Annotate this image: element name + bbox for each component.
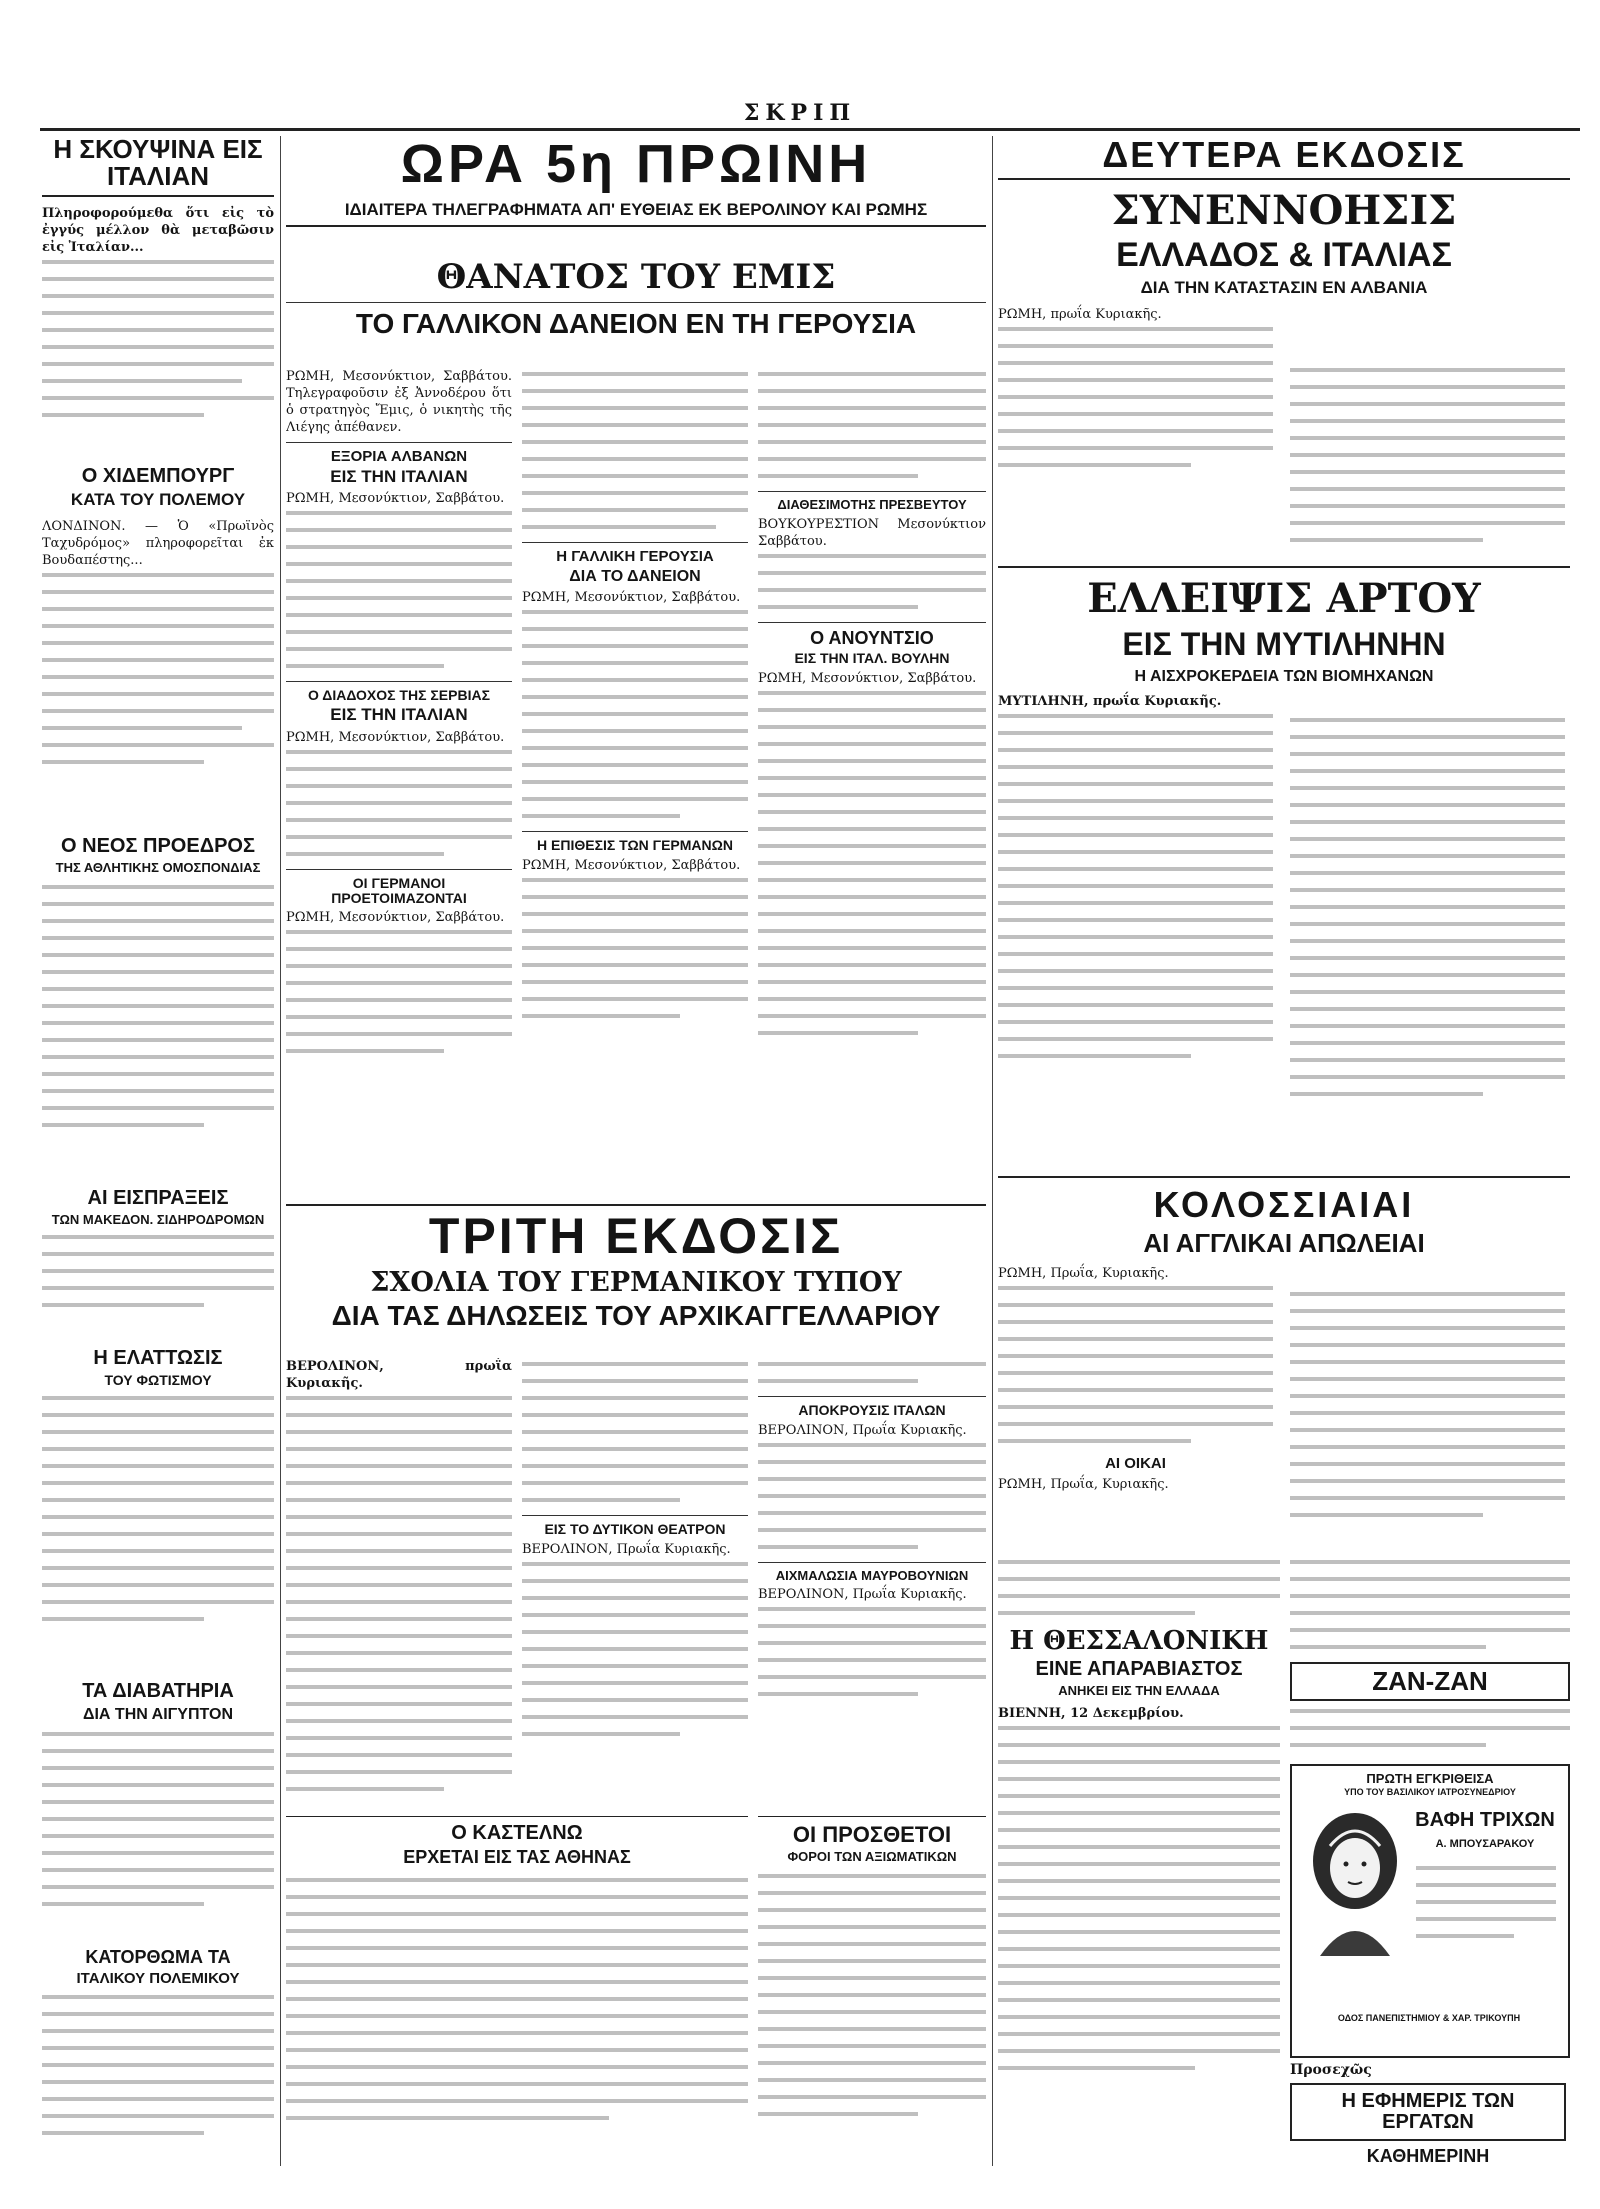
headline-epitheseis: Η ΕΠΙΘΕΣΙΣ ΤΩΝ ΓΕΡΜΑΝΩΝ	[537, 837, 733, 854]
article-synennohsis	[998, 136, 1570, 556]
article-gerousia-body	[522, 610, 748, 818]
ad-approval-body: ΥΠΟ ΤΟΥ ΒΑΣΙΛΙΚΟΥ ΙΑΤΡΟΣΥΝΕΔΡΙΟΥ	[1344, 1787, 1516, 1798]
article-katorthoma-body	[42, 1995, 274, 2135]
headline-apokrousis: ΑΠΟΚΡΟΥΣΙΣ ΙΤΑΛΩΝ	[798, 1402, 946, 1418]
article-aixmalosia-body	[758, 1607, 986, 1696]
article-synennohsis-body-a	[998, 327, 1273, 480]
headline-eispraxeis: ΑΙ ΕΙΣΠΡΑΞΕΙΣ	[87, 1188, 229, 1209]
middle-subcolumn-3b	[758, 1358, 986, 1808]
headline-deutera-ekdosis: ΔΕΥΤΕΡΑ ΕΚΔΟΣΙΣ	[998, 136, 1570, 180]
subheadline-xidempourg: ΚΑΤΑ ΤΟΥ ΠΟΛΕΜΟΥ	[70, 490, 246, 509]
headline-synennohsis: ΣΥΝΕΝΝΟΗΣΙΣ	[1111, 186, 1457, 234]
headline-prosthetoi: ΟΙ ΠΡΟΣΘΕΤΟΙ	[758, 1816, 986, 1846]
article-sxolia-cont	[522, 1358, 748, 1808]
article-diathesimotis-dateline: ΒΟΥΚΟΥΡΕΣΤΙΟΝ Μεσονύκτιον Σαββάτου.	[758, 516, 986, 549]
subheadline-eforia-albanon: ΕΙΣ ΤΗΝ ΙΤΑΛΙΑΝ	[330, 466, 468, 486]
subheadline-diadoxos: ΕΙΣ ΤΗΝ ΙΤΑΛΙΑΝ	[330, 705, 468, 725]
subheadline-katorthoma: ΙΤΑΛΙΚΟΥ ΠΟΛΕΜΙΚΟΥ	[76, 1969, 240, 1987]
middle-subcolumn-1	[286, 368, 512, 1198]
article-sxolia-body	[286, 1396, 512, 1791]
headline-galliki-gerousia: Η ΓΑΛΛΙΚΗ ΓΕΡΟΥΣΙΑ	[556, 548, 714, 565]
subheadline-kolossiaiai: ΑΙ ΑΓΓΛΙΚΑΙ ΑΠΩΛΕΙΑΙ	[1143, 1227, 1425, 1258]
kicker-thessaloniki: ΑΝΗΚΕΙ ΕΙΣ ΤΗΝ ΕΛΛΑΔΑ	[1058, 1683, 1220, 1699]
headline-trith-ekdosis: ΤΡΙΤΗ ΕΚΔΟΣΙΣ	[286, 1204, 986, 1263]
article-synennohsis-body-b	[1290, 368, 1565, 555]
article-theatron-body	[522, 1562, 748, 1736]
banner-headline: ΩΡΑ 5η ΠΡΩΙΝΗ	[400, 136, 872, 194]
article-skoupsina-body	[42, 260, 274, 417]
article-oikai-dateline: ΡΩΜΗ, Πρωΐα, Κυριακῆς.	[998, 1476, 1169, 1492]
left-column	[42, 136, 274, 2166]
article-eforia-body	[286, 511, 512, 668]
headline-zan-zan: ΖΑΝ-ΖΑΝ	[1290, 1662, 1570, 1701]
article-elleipsis-dateline: ΜΥΤΙΛΗΝΗ, πρωΐα Κυριακῆς.	[998, 694, 1222, 710]
announcement-daily: ΚΑΘΗΜΕΡΙΝΗ	[1366, 2146, 1490, 2162]
announcement-coming-soon: Προσεχῶς	[1290, 2062, 1372, 2078]
subheadline-thessaloniki: ΕΙΝΕ ΑΠΑΡΑΒΙΑΣΤΟΣ	[1035, 1658, 1243, 1681]
article-kolossiaiai	[998, 1176, 1570, 1546]
article-apokrousis-dateline: ΒΕΡΟΛΙΝΟΝ, Πρωΐα Κυριακῆς.	[758, 1422, 967, 1438]
article-xidempourg-lead: ΛΟΝΔΙΝΟΝ. — Ὁ «Πρωϊνὸς Ταχυδρόμος» πληροφορεῖται ἐκ Βουδαπέστης...	[42, 518, 274, 568]
article-anountsio-dateline: ΡΩΜΗ, Μεσονύκτιον, Σαββάτου.	[758, 670, 977, 686]
ad-address: ΟΔΟΣ ΠΑΝΕΠΙΣΤΗΜΙΟΥ & ΧΑΡ. ΤΡΙΚΟΥΠΗ	[1337, 2013, 1521, 2023]
article-gerousia-dateline: ΡΩΜΗ, Μεσονύκτιον, Σαββάτου.	[522, 590, 741, 606]
main-headline-block	[286, 260, 986, 360]
masthead: ΣΚΡΙΠ	[743, 100, 857, 126]
headline-neos-proedros: Ο ΝΕΟΣ ΠΡΟΕΔΡΟΣ	[61, 836, 255, 857]
headline-diadoxos: Ο ΔΙΑΔΟΧΟΣ ΤΗΣ ΣΕΡΒΙΑΣ	[308, 687, 490, 704]
article-elleipsis-body-b	[1290, 718, 1565, 1109]
trith-ekdosis-block	[286, 1204, 986, 1354]
headline-sxolia: ΣΧΟΛΙΑ ΤΟΥ ΓΕΡΜΑΝΙΚΟΥ ΤΥΠΟΥ	[370, 1266, 902, 1298]
article-thessaloniki-pre	[998, 1560, 1280, 1615]
subheadline-kastelno: ΕΡΧΕΤΑΙ ΕΙΣ ΤΑΣ ΑΘΗΝΑΣ	[403, 1847, 631, 1867]
article-germanoi-dateline: ΡΩΜΗ, Μεσονύκτιον, Σαββάτου.	[286, 910, 505, 926]
headline-elattosis: Η ΕΛΑΤΤΩΣΙΣ	[93, 1348, 223, 1369]
subheadline-eispraxeis: ΤΩΝ ΜΑΚΕΔΟΝ. ΣΙΔΗΡΟΔΡΟΜΩΝ	[51, 1212, 265, 1227]
middle-subcolumn-3	[758, 368, 986, 1198]
article-kolossiaiai-body-b	[1290, 1292, 1565, 1530]
banner-block	[286, 136, 986, 254]
headline-kolossiaiai: ΚΟΛΟΣΣΙΑΙΑΙ	[998, 1176, 1570, 1224]
woman-portrait-icon	[1300, 1806, 1410, 1956]
article-epitheseis-body	[522, 878, 748, 1018]
headline-kastelno: Ο ΚΑΣΤΕΛΝΩ	[286, 1816, 748, 1844]
article-daneion-body	[522, 372, 748, 529]
middle-subcolumn-2	[522, 368, 748, 1198]
ad-description	[1416, 1866, 1556, 1951]
article-kastelno-body	[286, 1878, 748, 2120]
headline-elleipsis-artou: ΕΛΛΕΙΨΙΣ ΑΡΤΟΥ	[998, 566, 1570, 620]
article-xidempourg-body	[42, 573, 274, 764]
article-xidempourg	[42, 466, 274, 826]
headline-germanoi-proetoimazontai: ΟΙ ΓΕΡΜΑΝΟΙ ΠΡΟΕΤΟΙΜΑΖΟΝΤΑΙ	[331, 874, 467, 906]
headline-thessaloniki: Η ΘΕΣΣΑΛΟΝΙΚΗ	[1009, 1626, 1269, 1656]
article-katorthoma	[42, 1948, 274, 2163]
headline-galliko-daneio: ΤΟ ΓΑΛΛΙΚΟΝ ΔΑΝΕΙΟΝ ΕΝ ΤΗ ΓΕΡΟΥΣΙΑ	[355, 307, 917, 339]
article-elleipsis-body-a	[998, 714, 1273, 1058]
article-diadoxos-body	[286, 750, 512, 856]
article-eforia-dateline: ΡΩΜΗ, Μεσονύκτιον, Σαββάτου.	[286, 491, 505, 507]
article-sxolia	[286, 1358, 512, 1808]
article-thessaloniki-dateline: ΒΙΕΝΝΗ, 12 Δεκεμβρίου.	[998, 1705, 1184, 1721]
article-elattosis-body	[42, 1396, 274, 1621]
article-aixmalosia-dateline: ΒΕΡΟΛΙΝΟΝ, Πρωΐα Κυριακῆς.	[758, 1587, 967, 1603]
article-epitheseis-dateline: ΡΩΜΗ, Μεσονύκτιον, Σαββάτου.	[522, 858, 741, 874]
banner-subheadline: ΙΔΙΑΙΤΕΡΑ ΤΗΛΕΓΡΑΦΗΜΑΤΑ ΑΠ' ΕΥΘΕΙΑΣ ΕΚ ΒΕΡΟΛΙΝΟΥ ΚΑΙ ΡΩΜΗΣ	[286, 201, 986, 228]
top-rule	[40, 128, 1580, 131]
article-diavatiria	[42, 1681, 274, 1941]
subheadline-synennohsis: ΕΛΛΑΔΟΣ & ΙΤΑΛΙΑΣ	[1116, 235, 1452, 274]
column-divider-left	[280, 136, 281, 2166]
article-aion-body	[758, 372, 986, 478]
article-kastelno	[286, 1816, 748, 2166]
headline-xidempourg: Ο ΧΙΔΕΜΠΟΥΡΓ	[81, 466, 235, 487]
subheadline-elleipsis-artou: ΕΙΣ ΤΗΝ ΜΥΤΙΛΗΝΗΝ	[1122, 626, 1446, 662]
ad-maker-name: Α. ΜΠΟΥΣΑΡΑΚΟΥ	[1435, 1838, 1535, 1850]
article-diadoxos-dateline: ΡΩΜΗ, Μεσονύκτιον, Σαββάτου.	[286, 729, 505, 745]
article-apokrousis-body	[758, 1443, 986, 1549]
subheadline-diavatiria: ΔΙΑ ΤΗΝ ΑΙΓΥΠΤΟΝ	[82, 1706, 233, 1723]
article-elattosis	[42, 1348, 274, 1673]
article-kolossiaiai-body-a	[998, 1286, 1273, 1443]
subheadline-prosthetoi: ΦΟΡΟΙ ΤΩΝ ΑΞΙΩΜΑΤΙΚΩΝ	[787, 1849, 957, 1865]
right-column	[998, 136, 1570, 2166]
headline-aixmalosia: ΑΙΧΜΑΛΩΣΙΑ ΜΑΥΡΟΒΟΥΝΙΩΝ	[775, 1567, 969, 1583]
article-neos-proedros	[42, 836, 274, 1181]
kicker-synennohsis: ΔΙΑ ΤΗΝ ΚΑΤΑΣΤΑΣΙΝ ΕΝ ΑΛΒΑΝΙΑ	[1140, 278, 1428, 298]
article-prosthetoi	[758, 1816, 986, 2166]
announcement-paper-title: Η ΕΦΗΜΕΡΙΣ ΤΩΝ ΕΡΓΑΤΩΝ	[1290, 2083, 1566, 2141]
article-karpou-body	[758, 1362, 986, 1383]
headline-skoupsina: Η ΣΚΟΥΨΙΝΑ ΕΙΣ ΙΤΑΛΙΑΝ	[42, 136, 274, 197]
headline-thanatos-emis: ΘΑΝΑΤΟΣ ΤΟΥ ΕΜΙΣ	[436, 260, 836, 297]
article-zan-zan	[1290, 1556, 1570, 1756]
article-diavatiria-body	[42, 1732, 274, 1906]
subheadline-anountsio: ΕΙΣ ΤΗΝ ΙΤΑΛ. ΒΟΥΛΗΝ	[794, 649, 950, 666]
headline-oikai: ΑΙ ΟΙΚΑΙ	[1105, 1455, 1166, 1473]
article-sxolia-dateline: ΒΕΡΟΛΙΝΟΝ, πρωΐα Κυριακῆς.	[286, 1359, 512, 1391]
article-germanoi-body	[286, 930, 512, 1053]
article-skoupsina-lead: Πληροφορούμεθα ὅτι εἰς τὸ ἐγγύς μέλλον θὰ μεταβῶσιν εἰς Ἰταλίαν...	[42, 205, 274, 255]
headline-katorthoma: ΚΑΤΟΡΘΩΜΑ ΤΑ	[85, 1948, 231, 1967]
article-zan-body	[1290, 1709, 1570, 1747]
kicker-elleipsis-artou: Η ΑΙΣΧΡΟΚΕΡΔΕΙΑ ΤΩΝ ΒΙΟΜΗΧΑΝΩΝ	[1134, 667, 1434, 685]
article-synennohsis-dateline: ΡΩΜΗ, πρωΐα Κυριακῆς.	[998, 307, 1162, 323]
headline-dytiko-theatro: ΕΙΣ ΤΟ ΔΥΤΙΚΟΝ ΘΕΑΤΡΟΝ	[544, 1521, 726, 1537]
article-elleipsis-artou	[998, 566, 1570, 1166]
article-neos-proedros-body	[42, 885, 274, 1127]
article-thessaloniki	[998, 1556, 1280, 2166]
headline-diavatiria: ΤΑ ΔΙΑΒΑΤΗΡΙΑ	[82, 1681, 234, 1702]
article-kolossiaiai-dateline: ΡΩΜΗ, Πρωΐα, Κυριακῆς.	[998, 1266, 1169, 1282]
column-divider-right	[992, 136, 993, 2166]
subheadline-galliki-gerousia: ΔΙΑ ΤΟ ΔΑΝΕΙΟΝ	[569, 567, 701, 585]
article-skoupsina	[42, 136, 274, 456]
article-thessaloniki-body	[998, 1726, 1280, 2070]
subheadline-elattosis: ΤΟΥ ΦΩΤΙΣΜΟΥ	[104, 1372, 212, 1388]
ad-first-approved: ΠΡΩΤΗ ΕΓΚΡΙΘΕΙΣΑ	[1366, 1771, 1494, 1786]
article-anountsio-body	[758, 691, 986, 1035]
article-prosthetoi-body	[758, 1874, 986, 2116]
article-sxolia-cont-body	[522, 1362, 748, 1502]
announcement-efimeris-ergaton	[1290, 2062, 1566, 2162]
subheadline-neos-proedros: ΤΗΣ ΑΘΛΗΤΙΚΗΣ ΟΜΟΣΠΟΝΔΙΑΣ	[55, 860, 261, 875]
headline-anountsio: Ο ΑΝΟΥΝΤΣΙΟ	[810, 627, 934, 648]
article-diathesimotis-body	[758, 554, 986, 609]
article-eispraxeis-body	[42, 1235, 274, 1307]
subheadline-sxolia: ΔΙΑ ΤΑΣ ΔΗΛΩΣΕΙΣ ΤΟΥ ΑΡΧΙΚΑΓΓΕΛΛΑΡΙΟΥ	[331, 1299, 941, 1331]
article-zan-pre	[1290, 1560, 1570, 1649]
middle-column	[286, 136, 986, 2166]
ad-product-title: ΒΑΦΗ ΤΡΙΧΩΝ	[1415, 1809, 1555, 1831]
headline-eforia-albanon: ΕΞΟΡΙΑ ΑΛΒΑΝΩΝ	[330, 448, 468, 465]
article-emis-text: ΡΩΜΗ, Μεσονύκτιον, Σαββάτου. Τηλεγραφοῦσιν ἐξ Ἀννοδέρου ὅτι ὁ στρατηγὸς Ἔμις, ὁ νικητὴς τῆς Λιέγης ἀπέθανεν.	[286, 369, 512, 435]
article-eispraxeis	[42, 1188, 274, 1338]
advertisement-vafi-trixon	[1290, 1764, 1570, 2058]
headline-diathesimotis: ΔΙΑΘΕΣΙΜΟΤΗΣ ΠΡΕΣΒΕΥΤΟΥ	[777, 497, 967, 512]
article-theatron-dateline: ΒΕΡΟΛΙΝΟΝ, Πρωΐα Κυριακῆς.	[522, 1541, 731, 1557]
